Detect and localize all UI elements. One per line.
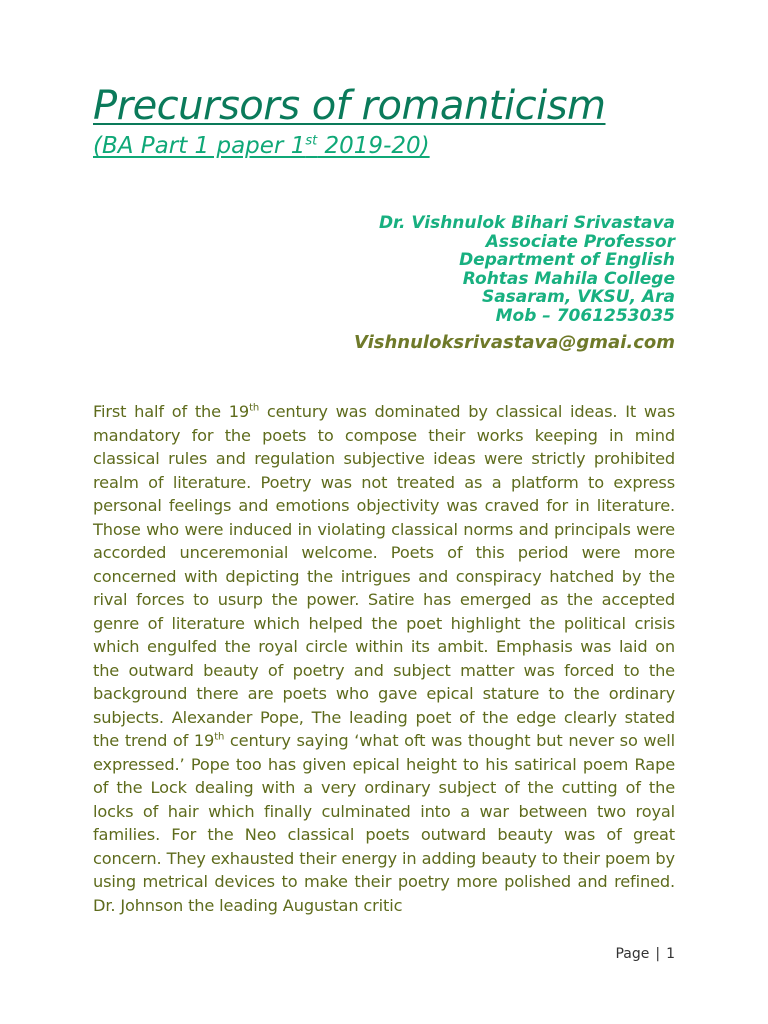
page-label: Page xyxy=(615,946,650,962)
document-title: Precursors of romanticism xyxy=(93,83,606,129)
page-number: 1 xyxy=(666,946,675,962)
page-separator: | xyxy=(655,946,661,962)
author-department: Department of English xyxy=(459,250,675,271)
body-text-part-1: First half of the 19 xyxy=(93,402,250,421)
author-location: Sasaram, VKSU, Ara xyxy=(481,287,675,308)
author-designation: Associate Professor xyxy=(485,231,675,252)
body-superscript-2: th xyxy=(214,731,225,743)
subtitle-text: (BA Part 1 paper 1 xyxy=(93,133,306,159)
subtitle-superscript: st xyxy=(305,133,318,149)
body-paragraph xyxy=(93,400,675,917)
subtitle-year: 2019-20) xyxy=(317,133,430,159)
author-college: Rohtas Mahila College xyxy=(462,268,675,289)
author-block xyxy=(379,214,675,326)
author-email[interactable]: Vishnuloksrivastava@gmai.com xyxy=(353,332,675,353)
author-mobile: Mob – 7061253035 xyxy=(495,305,675,326)
body-superscript-1: th xyxy=(249,402,260,414)
document-subtitle xyxy=(93,132,430,160)
body-text-part-3: century saying ‘what oft was thought but never so well expressed.’ Pope too has given epical height to his satirical poem Rape of the Lock dealing with a very ordinary subject of the cutting of the locks of hair which finally culminated into a war between two royal families. For the Neo classical poets outward beauty was of great concern. They exhausted their energy in adding beauty to their poem by using metrical devices to make their poetry more polished and refined. Dr. Johnson the leading Augustan critic xyxy=(93,731,676,915)
author-name: Dr. Vishnulok Bihari Srivastava xyxy=(378,213,675,233)
page-footer xyxy=(615,944,675,964)
body-text-part-2: century was dominated by classical ideas. It was mandatory for the poets to compose their works keeping in mind classical rules and regulation subjective ideas were strictly prohibited realm of literature. Poetry was not treated as a platform to express personal feelings and emotions objectivity was craved for in literature. Those who were induced in violating classical norms and principals were accorded unceremonial welcome. Poets of this period were more concerned with depicting the intrigues and conspiracy hatched by the rival forces to usurp the power. Satire has emerged as the accepted genre of literature which helped the poet highlight the political crisis which engulfed the royal circle within its ambit. Emphasis was laid on the outward beauty of poetry and subject matter was forced to the background there are poets who gave epical stature to the ordinary subjects. Alexander Pope, The leading poet of the edge clearly stated the trend of 19 xyxy=(93,402,675,750)
